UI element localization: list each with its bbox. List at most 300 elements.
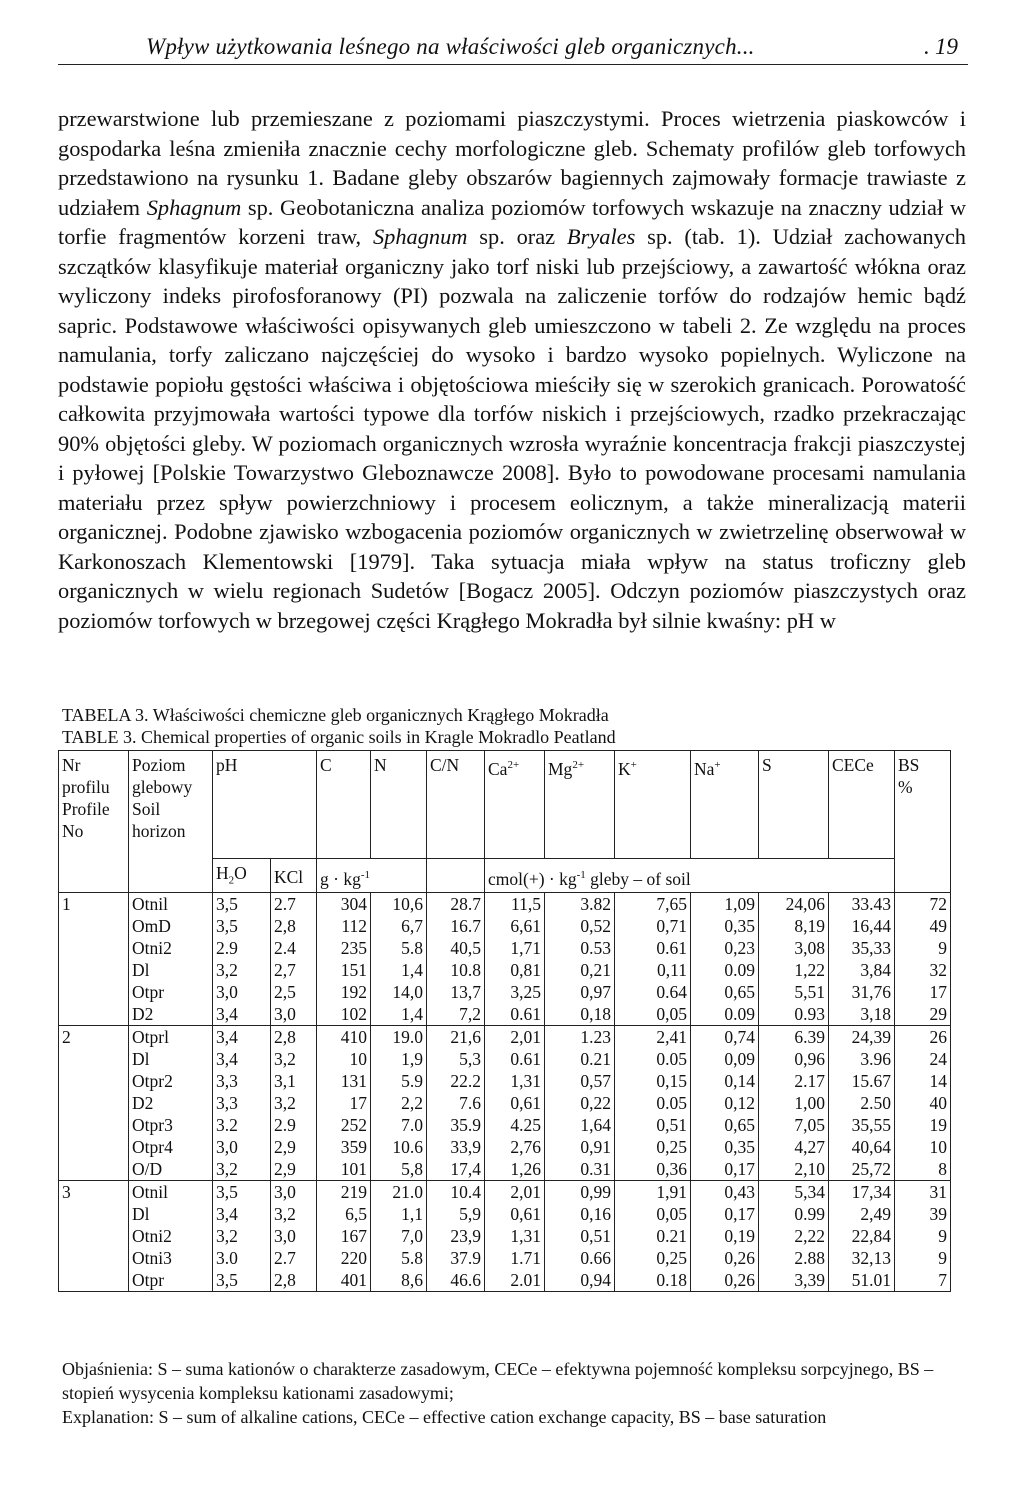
table-cell: 10 (929, 1136, 947, 1157)
table-cell: 35,33 (851, 937, 891, 958)
table-cell: 0,17 (724, 1158, 755, 1179)
table-cell: 15.67 (851, 1070, 891, 1091)
table-cell-column (545, 1180, 615, 1291)
table-caption-en: TABLE 3. Chemical properties of organic soils in Kragle Mokradlo Peatland (62, 727, 616, 747)
profile-block (59, 1025, 951, 1180)
table-cell: 13,7 (450, 981, 481, 1002)
table-cell: 1,64 (580, 1114, 611, 1135)
table-cell: 19.0 (392, 1026, 423, 1047)
table-cell: 0,71 (656, 915, 687, 936)
table-cell: 40,5 (450, 937, 481, 958)
table-cell: 10,6 (392, 893, 423, 914)
table-cell: 3,2 (216, 959, 238, 980)
table-cell: 167 (340, 1225, 367, 1246)
table-cell: 2,9 (274, 1136, 296, 1157)
table-cell: Otpr4 (132, 1136, 173, 1157)
table-cell-column (615, 892, 691, 1025)
table-cell: 0,18 (580, 1003, 611, 1024)
table-cell-column (213, 1180, 271, 1291)
table-cell: 9 (938, 937, 947, 958)
table-cell: 0.21 (580, 1048, 611, 1069)
table-cell: 0,52 (580, 915, 611, 936)
table-cell: 1,9 (401, 1048, 423, 1069)
table-cell: 0.61 (510, 1048, 541, 1069)
table-cell: 2.7 (274, 1247, 296, 1268)
col-bs: BS % (895, 751, 951, 893)
table-cell: 3.82 (580, 893, 611, 914)
table-cell: 0,15 (656, 1070, 687, 1091)
table-cell: 5,3 (459, 1048, 481, 1069)
table-cell: 2,5 (274, 981, 296, 1002)
table-cell: 3,3 (216, 1070, 238, 1091)
table-cell: 3,4 (216, 1203, 238, 1224)
table-cell: 4,27 (794, 1136, 825, 1157)
table-cell: 0,91 (580, 1136, 611, 1157)
table-cell: 17,34 (851, 1181, 891, 1202)
table-cell-column (427, 1180, 485, 1291)
table-cell: 9 (938, 1247, 947, 1268)
col-mg: $Mg^{2+}$ (545, 751, 615, 859)
table-cell: 3,0 (274, 1181, 296, 1202)
table-cell: 0.09 (724, 959, 755, 980)
table-cell: 0,81 (510, 959, 541, 980)
table-cell-column (427, 892, 485, 1025)
table-cell-column (371, 892, 427, 1025)
col-cece: CECe (829, 751, 895, 859)
table-cell-column (895, 1180, 951, 1291)
profile-block (59, 892, 951, 1025)
table-cell: 0,43 (724, 1181, 755, 1202)
table-cell-column (485, 892, 545, 1025)
table-cell: 0,25 (656, 1136, 687, 1157)
table-cell-column (485, 1180, 545, 1291)
table-cell: 0.61 (656, 937, 687, 958)
table-cell: 101 (340, 1158, 367, 1179)
table-cell: 0,65 (724, 981, 755, 1002)
table-cell: 2,76 (510, 1136, 541, 1157)
table-cell: 3,5 (216, 915, 238, 936)
table-cell: Otnil (132, 1181, 168, 1202)
table-cell: 35,55 (851, 1114, 891, 1135)
table-cell: 0.99 (794, 1203, 825, 1224)
table-cell: 3,4 (216, 1026, 238, 1047)
table-cell: Dl (132, 959, 150, 980)
table-cell: 10.4 (450, 1181, 481, 1202)
col-ca: $Ca^{2+}$ (485, 751, 545, 859)
table-cell: 7.6 (459, 1092, 481, 1113)
table-notes (62, 1357, 962, 1429)
notes-pl: Objaśnienia: S – suma kationów o charakterze zasadowym, CECe – efektywna pojemność kompleksu sorpcyjnego, BS – stopień wysycenia kompleksu kationami zasadowymi; (62, 1359, 934, 1403)
table-cell: 3.96 (860, 1048, 891, 1069)
table-cell: 3.0 (216, 1247, 238, 1268)
table-cell: 23,9 (450, 1225, 481, 1246)
table-cell-column (759, 892, 829, 1025)
table-cell: 6,7 (401, 915, 423, 936)
table-cell: 1,1 (401, 1203, 423, 1224)
table-cell: 3,0 (216, 981, 238, 1002)
table-cell: 11,5 (511, 893, 541, 914)
table-cell: 2.88 (794, 1247, 825, 1268)
table-cell: 235 (340, 937, 367, 958)
table-cell: OmD (132, 915, 171, 936)
table-cell: 102 (340, 1003, 367, 1024)
table-cell: 304 (340, 893, 367, 914)
table-cell: 31,76 (851, 981, 891, 1002)
table-cell: 3.2 (216, 1114, 238, 1135)
table-cell: 16.7 (450, 915, 481, 936)
table-cell: 1,4 (401, 1003, 423, 1024)
table-cell: 19 (929, 1114, 947, 1135)
table-cell: 5.8 (401, 937, 423, 958)
profile-number: 3 (59, 1180, 129, 1291)
table-cell: 3,5 (216, 893, 238, 914)
table-cell-column (129, 1025, 213, 1180)
table-cell: 72 (929, 893, 947, 914)
table-cell: 1,4 (401, 959, 423, 980)
table-cell: 0,65 (724, 1114, 755, 1135)
table-cell: 8 (938, 1158, 947, 1179)
table-cell-column (829, 892, 895, 1025)
table-cell: 7 (938, 1269, 947, 1290)
table-cell: 10.8 (450, 959, 481, 980)
table-cell: 1,09 (724, 893, 755, 914)
table-cell: Otpr (132, 981, 165, 1002)
table-cell: 0,99 (580, 1181, 611, 1202)
table-cell: 0,19 (724, 1225, 755, 1246)
table-cell-column (895, 1025, 951, 1180)
table-cell: 40,64 (851, 1136, 891, 1157)
table-cell: 2.9 (216, 937, 238, 958)
table-cell: 0.64 (656, 981, 687, 1002)
table-cell-column (691, 892, 759, 1025)
table-cell: 0,09 (724, 1048, 755, 1069)
table-cell: 0,61 (510, 1092, 541, 1113)
table-cell: 5,51 (794, 981, 825, 1002)
table-cell: 1,22 (794, 959, 825, 980)
table-cell: 3,18 (860, 1003, 891, 1024)
table-cell: 2.01 (510, 1269, 541, 1290)
table-cell: 40 (929, 1092, 947, 1113)
table-cell: 3,39 (794, 1269, 825, 1290)
table-cell: Dl (132, 1048, 150, 1069)
table-cell: 33,9 (450, 1136, 481, 1157)
table-cell: 0.61 (510, 1003, 541, 1024)
table-cell: 0,51 (580, 1225, 611, 1246)
table-cell: 0,16 (580, 1203, 611, 1224)
table-cell: 8,6 (401, 1269, 423, 1290)
unit-kcl: KCl (271, 859, 317, 893)
table-cell-column (213, 892, 271, 1025)
table-cell: 131 (340, 1070, 367, 1091)
table-cell: 2,01 (510, 1181, 541, 1202)
table-cell: 26 (929, 1026, 947, 1047)
table-cell: 3,3 (216, 1092, 238, 1113)
table-cell-column (271, 892, 317, 1025)
table-cell: 5,34 (794, 1181, 825, 1202)
body-text (58, 104, 966, 635)
col-n: N (371, 751, 427, 859)
table-cell: 112 (341, 915, 367, 936)
table-cell: 0,11 (657, 959, 687, 980)
table-cell: 9 (938, 1225, 947, 1246)
table-caption-pl: TABELA 3. Właściwości chemiczne gleb organicznych Krągłego Mokradła (62, 705, 609, 725)
table-cell: 2.7 (274, 893, 296, 914)
table-cell: 0,21 (580, 959, 611, 980)
table-cell: 22.2 (450, 1070, 481, 1091)
table-cell-column (829, 1025, 895, 1180)
table-cell: 2,01 (510, 1026, 541, 1047)
col-c: C (317, 751, 371, 859)
table-cell: 3,0 (274, 1225, 296, 1246)
profile-number: 2 (59, 1025, 129, 1180)
table-cell: 2,8 (274, 915, 296, 936)
table-cell: 2,49 (860, 1203, 891, 1224)
table-cell: 3,08 (794, 937, 825, 958)
table-cell: 2,8 (274, 1269, 296, 1290)
table-cell: 3,5 (216, 1181, 238, 1202)
table-cell: 14 (929, 1070, 947, 1091)
table-cell: 35.9 (450, 1114, 481, 1135)
col-poziom: Poziom glebowy Soil horizon (129, 751, 213, 893)
table-cell: 16,44 (851, 915, 891, 936)
page-number: 19 (935, 34, 958, 59)
table-cell: 2.4 (274, 937, 296, 958)
table-cell: 2,7 (274, 959, 296, 980)
table-cell: 7,65 (656, 893, 687, 914)
table-cell: 1,91 (656, 1181, 687, 1202)
header-separator: . (924, 34, 930, 59)
table-cell: 24,06 (785, 893, 825, 914)
table-cell: 2,41 (656, 1026, 687, 1047)
table-cell: 1,71 (510, 937, 541, 958)
table-cell: 220 (340, 1247, 367, 1268)
table-cell: 0.31 (580, 1158, 611, 1179)
table-cell-column (129, 892, 213, 1025)
table-cell: 2.17 (794, 1070, 825, 1091)
col-k: K+ (615, 751, 691, 859)
table-cell: 3,2 (216, 1158, 238, 1179)
table-cell: 29 (929, 1003, 947, 1024)
table-cell: 2.9 (274, 1114, 296, 1135)
table-cell: 0,22 (580, 1092, 611, 1113)
table-cell: 37.9 (450, 1247, 481, 1268)
table-cell: 51.01 (851, 1269, 891, 1290)
table-cell: 32,13 (851, 1247, 891, 1268)
table-cell: 17 (349, 1092, 367, 1113)
table-cell: 2,9 (274, 1158, 296, 1179)
table-cell: 0.21 (656, 1225, 687, 1246)
table-cell: 6.39 (794, 1026, 825, 1047)
table-cell: 3,1 (274, 1070, 296, 1091)
table-cell: 3,2 (274, 1048, 296, 1069)
properties-table (58, 750, 951, 1292)
table-cell: 21,6 (450, 1026, 481, 1047)
table-cell: 3,4 (216, 1048, 238, 1069)
table-cell: 0,35 (724, 915, 755, 936)
table-cell: 49 (929, 915, 947, 936)
table-cell: 22,84 (851, 1225, 891, 1246)
table-cell: 0,61 (510, 1203, 541, 1224)
unit-gkg: $g \cdot kg^{-1}$ (317, 859, 427, 893)
col-na: Na+ (691, 751, 759, 859)
header-title: Wpływ użytkowania leśnego na właściwości gleb organicznych... (146, 34, 755, 59)
table-cell: 33.43 (851, 893, 891, 914)
table-cell: 8,19 (794, 915, 825, 936)
table-cell: Otni2 (132, 937, 172, 958)
unit-blank (427, 859, 485, 893)
table-cell: 3,2 (274, 1092, 296, 1113)
col-cn: C/N (427, 751, 485, 859)
table-cell: 0,05 (656, 1203, 687, 1224)
table-cell: 6,61 (510, 915, 541, 936)
table-cell: 0.09 (724, 1003, 755, 1024)
profile-number: 1 (59, 892, 129, 1025)
table-cell-column (691, 1180, 759, 1291)
table-cell-column (317, 1180, 371, 1291)
table-cell-column (545, 1025, 615, 1180)
table-cell: Otni3 (132, 1247, 172, 1268)
table-cell: 3,25 (510, 981, 541, 1002)
table-cell: 0,74 (724, 1026, 755, 1047)
table-cell-column (485, 1025, 545, 1180)
table-cell: 3,0 (216, 1136, 238, 1157)
unit-cmol: cmol(+) · $kg^{-1}$ gleby – of soil (485, 859, 895, 893)
table-cell: 2,10 (794, 1158, 825, 1179)
table-cell: 0.05 (656, 1048, 687, 1069)
table-cell: 2,8 (274, 1026, 296, 1047)
table-cell: 0,12 (724, 1092, 755, 1113)
table-cell: 2.50 (860, 1092, 891, 1113)
table-cell: 0.66 (580, 1247, 611, 1268)
table-cell: 1.71 (510, 1247, 541, 1268)
table-cell: Otni2 (132, 1225, 172, 1246)
table-cell: 252 (340, 1114, 367, 1135)
table-cell: 32 (929, 959, 947, 980)
table-cell: 24,39 (851, 1026, 891, 1047)
table-cell: 151 (340, 959, 367, 980)
table-cell: 410 (340, 1026, 367, 1047)
table-cell: Otpr3 (132, 1114, 173, 1135)
table-cell-column (691, 1025, 759, 1180)
table-cell-column (271, 1025, 317, 1180)
table-cell: 1,31 (510, 1225, 541, 1246)
table-cell: 7,05 (794, 1114, 825, 1135)
table-cell: 0,05 (656, 1003, 687, 1024)
unit-h2o: $H_2O$ (213, 859, 271, 893)
col-ph: pH (213, 751, 317, 859)
table-cell: 3,5 (216, 1269, 238, 1290)
table-cell: 10.6 (392, 1136, 423, 1157)
table-cell: 0.93 (794, 1003, 825, 1024)
table-cell: 5.9 (401, 1070, 423, 1091)
table-cell: 0,96 (794, 1048, 825, 1069)
table-cell: 5,9 (459, 1203, 481, 1224)
table-cell: 4.25 (510, 1114, 541, 1135)
table-cell: 0,36 (656, 1158, 687, 1179)
table-cell-column (895, 892, 951, 1025)
table-cell: Otprl (132, 1026, 169, 1047)
table-cell: 0,23 (724, 937, 755, 958)
table-cell: 28.7 (450, 893, 481, 914)
table-cell: 0,35 (724, 1136, 755, 1157)
table-cell: 1,00 (794, 1092, 825, 1113)
table-cell: 3,84 (860, 959, 891, 980)
table-cell: 31 (929, 1181, 947, 1202)
table-cell: 0.18 (656, 1269, 687, 1290)
table-cell: 0.05 (656, 1092, 687, 1113)
running-header (58, 30, 968, 65)
table-cell: Otpr (132, 1269, 165, 1290)
table-cell: D2 (132, 1003, 154, 1024)
table-cell-column (615, 1180, 691, 1291)
table-cell: 7,2 (459, 1003, 481, 1024)
notes-en: Explanation: S – sum of alkaline cations, CECe – effective cation exchange capacity, BS – base saturation (62, 1407, 827, 1427)
table-cell: 0,94 (580, 1269, 611, 1290)
table-cell: 7,0 (401, 1225, 423, 1246)
header-row (59, 751, 951, 859)
table-cell: 25,72 (851, 1158, 891, 1179)
paragraph: przewarstwione lub przemieszane z poziomami piaszczystymi. Proces wietrzenia piaskowców i gospodarka leśna zmieniła znacznie cechy morfologiczne gleb. Schematy profilów gleb torfowych przedstawiono na rysunku 1. Badane gleby obszarów bagiennych zajmowały formacje trawiaste z udziałem Sphagnum sp. Geobotaniczna analiza poziomów torfowych wskazuje na znaczny udział w torfie fragmentów korzeni traw, Sphagnum sp. oraz Bryales sp. (tab. 1). Udział zachowanych szczątków klasyfikuje materiał organiczny jako torf niski lub przejściowy, a zawartość włókna oraz wyliczony indeks pirofosforanowy (PI) pozwala na zaliczenie torfów do rodzajów hemic bądź sapric. Podstawowe właściwości opisywanych gleb umieszczono w tabeli 2. Ze względu na proces namulania, torfy zaliczano najczęściej do wysoko i bardzo wysoko popielnych. Wyliczone na podstawie popiołu gęstości właściwa i objętościowa mieściły się w szerokich granicach. Porowatość całkowita przyjmowała wartości typowe dla torfów niskich i przejściowych, rzadko przekraczając 90% objętości gleby. W poziomach organicznych wzrosła wyraźnie koncentracja frakcji piaszczystej i pyłowej [Polskie Towarzystwo Gleboznawcze 2008]. Było to powodowane procesami namulania materiału przez spływ powierzchniowy i procesem eolicznym, a także mineralizacją materii organicznej. Podobne zjawisko wzbogacenia poziomów organicznych w zwietrzelinę obserwował w Karkonoszach Klementowski [1979]. Taka sytuacja miała wpływ na status troficzny gleb organicznych w wielu regionach Sudetów [Bogacz 2005]. Odczyn poziomów piaszczystych oraz poziomów torfowych w brzegowej części Krągłego Mokradła był silnie kwaśny: pH w (58, 106, 967, 633)
table-cell-column (317, 892, 371, 1025)
table-cell-column (213, 1025, 271, 1180)
col-s: S (759, 751, 829, 859)
table-cell: 3,4 (216, 1003, 238, 1024)
table-cell: 7.0 (401, 1114, 423, 1135)
table-cell: 17,4 (450, 1158, 481, 1179)
table-cell: O/D (132, 1158, 163, 1179)
table-cell: 10 (349, 1048, 367, 1069)
table-cell: 1,26 (510, 1158, 541, 1179)
table-cell: 0,14 (724, 1070, 755, 1091)
table-cell: 0,26 (724, 1247, 755, 1268)
table-cell: 1.23 (580, 1026, 611, 1047)
table-cell: 17 (929, 981, 947, 1002)
table-cell-column (615, 1025, 691, 1180)
table-cell: 0,17 (724, 1203, 755, 1224)
table-cell: 39 (929, 1203, 947, 1224)
table-cell: 0.53 (580, 937, 611, 958)
table-cell: 2,2 (401, 1092, 423, 1113)
table-cell: 0,25 (656, 1247, 687, 1268)
table-cell: 46.6 (450, 1269, 481, 1290)
table-cell: 3,2 (274, 1203, 296, 1224)
table-cell-column (829, 1180, 895, 1291)
col-nr: Nr profilu Profile No (59, 751, 129, 893)
table-cell: 219 (340, 1181, 367, 1202)
table-cell: 2,22 (794, 1225, 825, 1246)
table-cell: 192 (340, 981, 367, 1002)
table-cell: 0,57 (580, 1070, 611, 1091)
table-cell-column (371, 1180, 427, 1291)
table-cell-column (759, 1025, 829, 1180)
table-cell-column (371, 1025, 427, 1180)
table-cell: D2 (132, 1092, 154, 1113)
table-cell: Otpr2 (132, 1070, 173, 1091)
profile-block (59, 1180, 951, 1291)
table-cell-column (271, 1180, 317, 1291)
table-cell: 5.8 (401, 1247, 423, 1268)
table-cell: 21.0 (392, 1181, 423, 1202)
table-cell: 0,26 (724, 1269, 755, 1290)
table-cell-column (129, 1180, 213, 1291)
table-cell: 401 (340, 1269, 367, 1290)
table-cell: 0,51 (656, 1114, 687, 1135)
table-cell-column (317, 1025, 371, 1180)
table-cell: 24 (929, 1048, 947, 1069)
table-cell-column (545, 892, 615, 1025)
table-cell: 14,0 (392, 981, 423, 1002)
table-cell: 6,5 (345, 1203, 367, 1224)
